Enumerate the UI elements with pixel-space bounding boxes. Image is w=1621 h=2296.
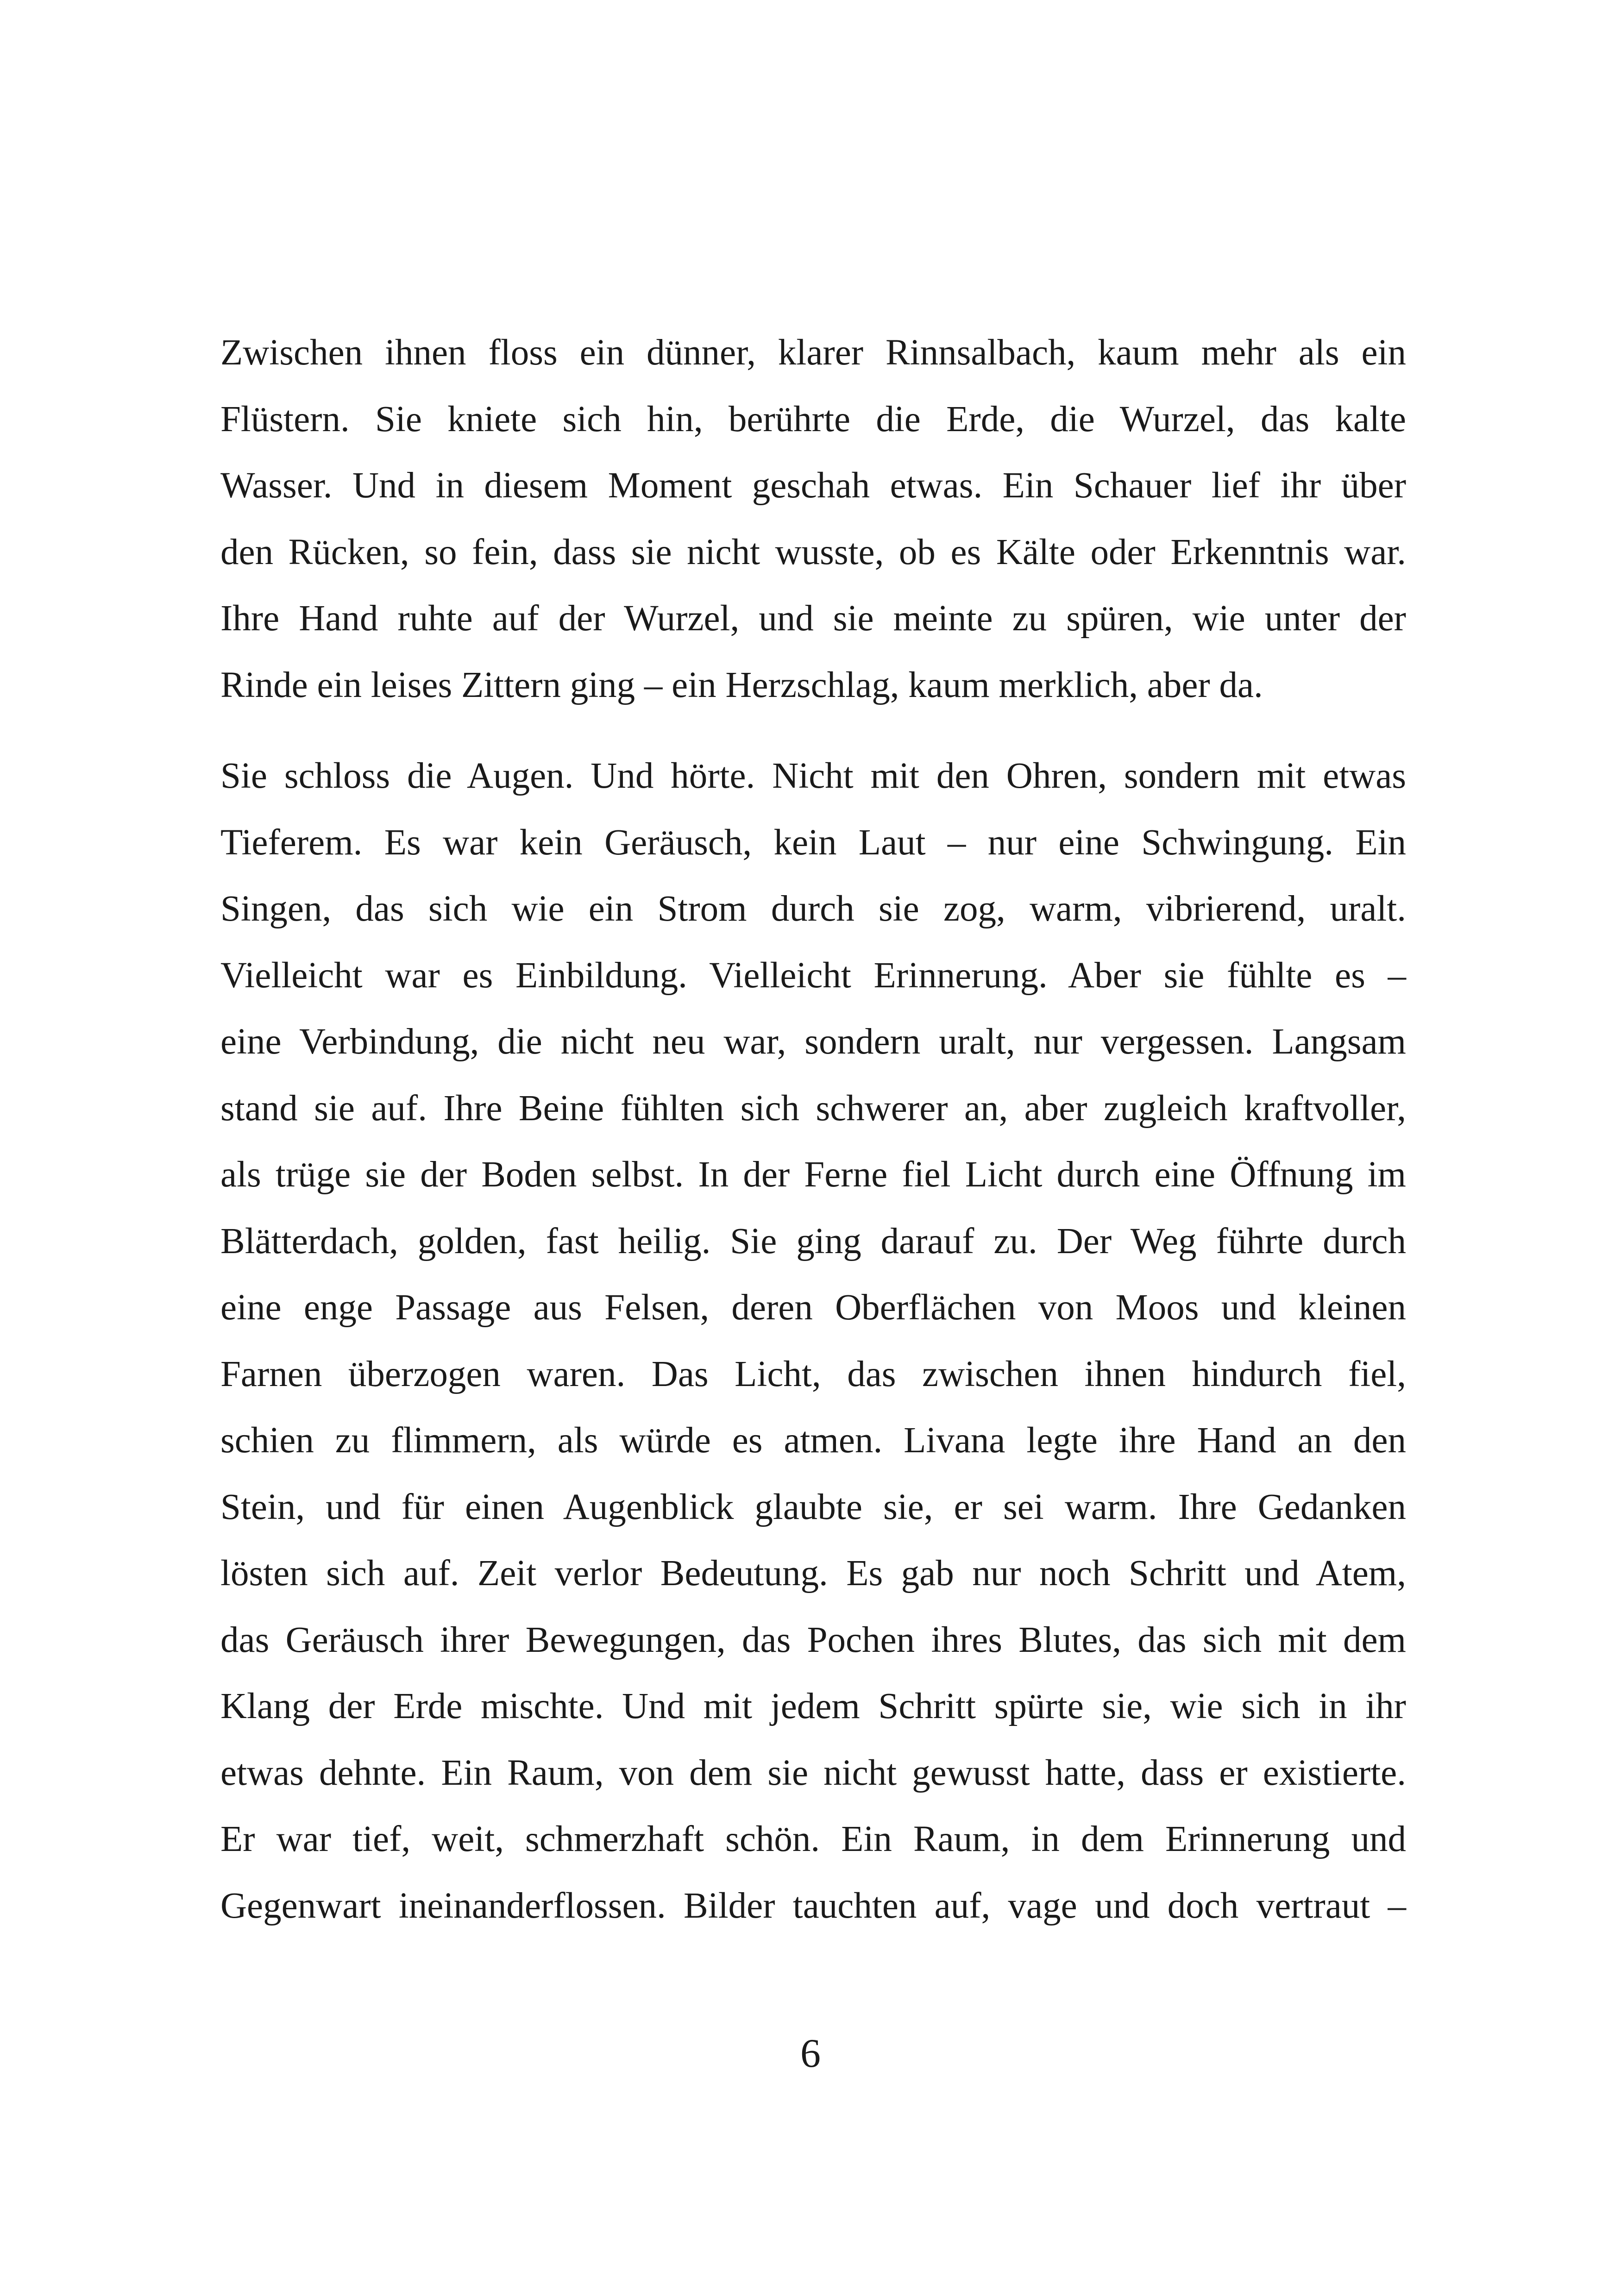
- paragraph-spacer: [220, 718, 1406, 743]
- text-line: stand sie auf. Ihre Beine fühlten sich schwerer an, aber zugleich kraftvoller,: [220, 1088, 1406, 1129]
- text-line: Klang der Erde mischte. Und mit jedem Schritt spürte sie, wie sich in ihr: [220, 1686, 1406, 1726]
- text-line: lösten sich auf. Zeit verlor Bedeutung. Es gab nur noch Schritt und Atem,: [220, 1553, 1406, 1593]
- text-line: Er war tief, weit, schmerzhaft schön. Ein Raum, in dem Erinnerung und: [220, 1819, 1406, 1859]
- text-line: den Rücken, so fein, dass sie nicht wusste, ob es Kälte oder Erkenntnis war.: [220, 532, 1406, 572]
- text-line: das Geräusch ihrer Bewegungen, das Pochen ihres Blutes, das sich mit dem: [220, 1619, 1406, 1660]
- text-line: Blätterdach, golden, fast heilig. Sie ging darauf zu. Der Weg führte durch: [220, 1221, 1406, 1261]
- text-line: Stein, und für einen Augenblick glaubte sie, er sei warm. Ihre Gedanken: [220, 1487, 1406, 1527]
- text-line: Flüstern. Sie kniete sich hin, berührte die Erde, die Wurzel, das kalte: [220, 399, 1406, 439]
- text-line: eine enge Passage aus Felsen, deren Oberflächen von Moos und kleinen: [220, 1287, 1406, 1328]
- text-line: Singen, das sich wie ein Strom durch sie zog, warm, vibrierend, uralt.: [220, 889, 1406, 929]
- text-line: Farnen überzogen waren. Das Licht, das zwischen ihnen hindurch fiel,: [220, 1354, 1406, 1394]
- text-line: Ihre Hand ruhte auf der Wurzel, und sie meinte zu spüren, wie unter der: [220, 598, 1406, 639]
- text-line: Rinde ein leises Zittern ging – ein Herzschlag, kaum merklich, aber da.: [220, 665, 1263, 705]
- text-line: Gegenwart ineinanderflossen. Bilder tauchten auf, vage und doch vertraut –: [220, 1885, 1406, 1926]
- text-line: schien zu flimmern, als würde es atmen. Livana legte ihre Hand an den: [220, 1420, 1406, 1461]
- text-line: als trüge sie der Boden selbst. In der Ferne fiel Licht durch eine Öffnung im: [220, 1154, 1406, 1195]
- text-line: etwas dehnte. Ein Raum, von dem sie nicht gewusst hatte, dass er existierte.: [220, 1752, 1406, 1793]
- text-line: Zwischen ihnen floss ein dünner, klarer Rinnsalbach, kaum mehr als ein: [220, 332, 1406, 373]
- text-line: Wasser. Und in diesem Moment geschah etwas. Ein Schauer lief ihr über: [220, 465, 1406, 506]
- text-line: Tieferem. Es war kein Geräusch, kein Laut – nur eine Schwingung. Ein: [220, 822, 1406, 863]
- text-line: Vielleicht war es Einbildung. Vielleicht Erinnerung. Aber sie fühlte es –: [220, 955, 1406, 996]
- paragraph-2: [220, 743, 1406, 1939]
- text-line: eine Verbindung, die nicht neu war, sondern uralt, nur vergessen. Langsam: [220, 1022, 1406, 1062]
- paragraph-1: [220, 320, 1406, 718]
- body-text: [220, 320, 1406, 1939]
- page-number: 6: [800, 2031, 821, 2076]
- text-line: Sie schloss die Augen. Und hörte. Nicht mit den Ohren, sondern mit etwas: [220, 756, 1406, 796]
